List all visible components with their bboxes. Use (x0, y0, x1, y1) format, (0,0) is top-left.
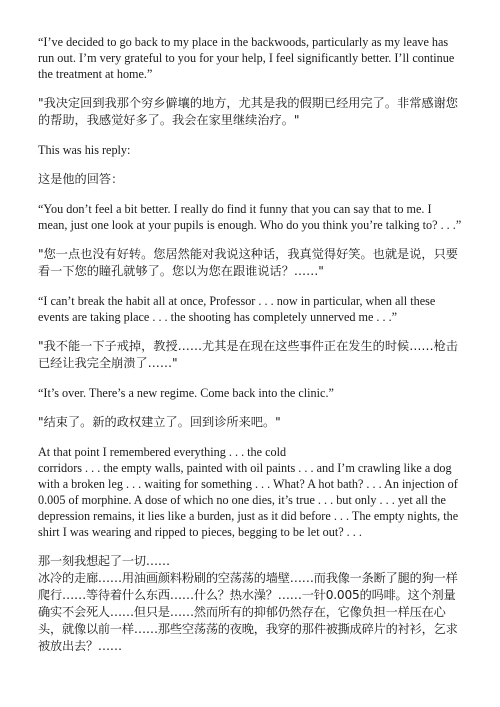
paragraph-zh-3: "您一点也没有好转。您居然能对我说这种话，我真觉得好笑。也就是说，只要看一下您的瞳孔就够了。您以为您在跟谁说话？……" (38, 247, 458, 278)
paragraph-en-6: At that point I remembered everything . . . the cold corridors . . . the empty walls, painted with oil paints . . . and I’m crawling like a dog with a broken leg . . . waiting for something . . . What? A hot bath? . . . An injection of 0.005 of morphine. A dose of which no one dies, it’s true . . . but only . . . yet all the depression remains, it lies like a burden, just as it did before . . . The empty nights, the shirt I was wearing and ripped to pieces, begging to be let out? . . . (38, 445, 459, 539)
paragraph-zh-2: 这是他的回答： (38, 172, 124, 186)
paragraph-en-1: “I’ve decided to go back to my place in the backwoods, particularly as my leave has run out. I’m very grateful to you for your help, I feel significantly better. I’ll continue the treatment at home.” (38, 35, 455, 81)
paragraph-zh-5: "结束了。新的政权建立了。回到诊所来吧。" (38, 415, 281, 429)
paragraph-en-3: “You don’t feel a bit better. I really do find it funny that you can say that to me. I mean, just one look at your pupils is enough. Who do you think you’re talking to? . . .” (38, 202, 462, 232)
paragraph-en-4: “I can’t break the habit all at once, Professor . . . now in particular, when all these events are taking place . . . the shooting has completely unnerved me . . .” (38, 294, 436, 324)
paragraph-zh-4: "我不能一下子戒掉，教授……尤其是在现在这些事件正在发生的时候……枪击已经让我完全崩溃了……" (38, 339, 458, 370)
paragraph-en-2: This was his reply: (38, 143, 131, 157)
paragraph-zh-6: 那一刻我想起了一切…… 冰冷的走廊……用油画颜料粉刷的空荡荡的墙壁……而我像一条断了腿的狗一样爬行……等待着什么东西……什么？热水澡？……一针0.005的吗啡。这个剂量确实不会死人……但只是……然而所有的抑郁仍然存在，它像负担一样压在心头，就像以前一样……那些空荡荡的夜晚，我穿的那件被撕成碎片的衬衫，乞求被放出去？…… (38, 554, 458, 653)
paragraph-en-5: “It’s over. There’s a new regime. Come back into the clinic.” (38, 386, 334, 400)
paragraph-zh-1: "我决定回到我那个穷乡僻壤的地方，尤其是我的假期已经用完了。非常感谢您的帮助，我感觉好多了。我会在家里继续治疗。" (38, 96, 458, 127)
document-page (38, 34, 462, 668)
